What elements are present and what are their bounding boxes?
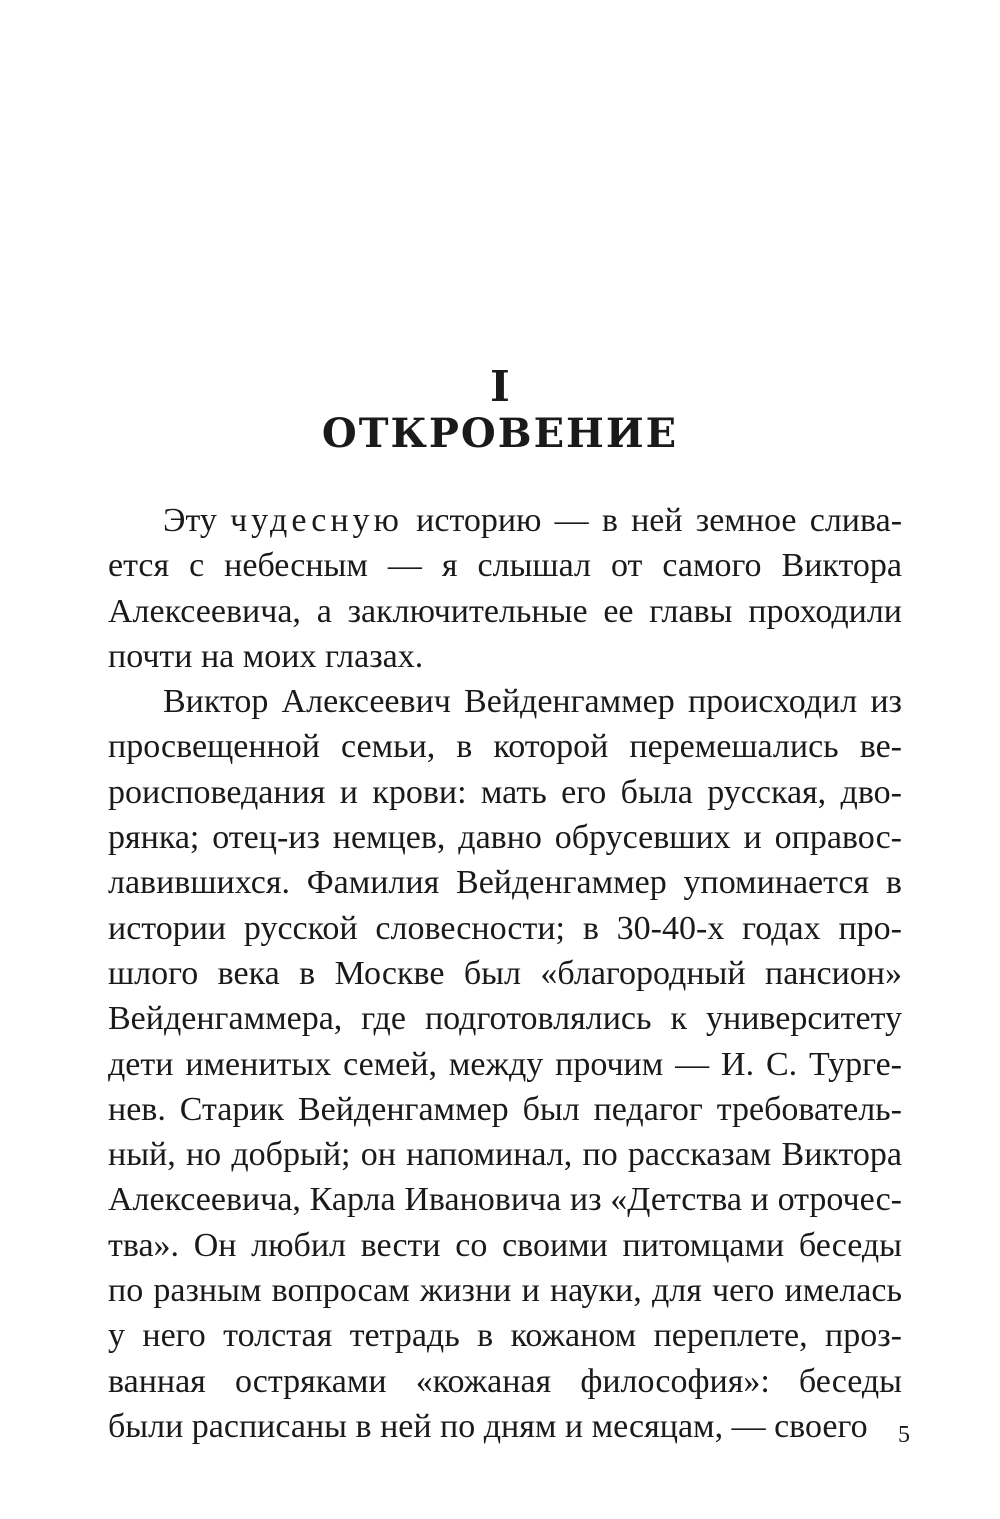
paragraph-1-spaced-word: чудесную bbox=[230, 502, 403, 539]
chapter-title: ОТКРОВЕНИЕ bbox=[321, 410, 679, 457]
paragraph-1-lead: Эту bbox=[163, 502, 217, 539]
paragraph-2: Виктор Алексеевич Вейденгаммер происходил из просвещенной семьи, в которой перемешались вероисповедания и крови: мать его была русская, дворянка; отец-из немцев, давно обрусевших и оправославившихся. Фамилия Вейденгаммер упоминается в истории русской словесности; в 30-40-х годах прошлого века в Москве был «благородный пансион» Вейденгаммера, где подготовлялись к университету дети именитых семей, между прочим — И. С. Тургенев. Старик Вейденгаммер был педагог требовательный, но добрый; он напоминал, по рассказам Виктора Алексеевича, Карла Ивановича из «Детства и отрочества». Он любил вести со своими питомцами беседы по разным вопросам жизни и науки, для чего имелась у него толстая тетрадь в кожаном переплете, прозванная остряками «кожаная философия»: беседы были расписаны в ней по дням и месяцам, — своего bbox=[108, 683, 902, 1445]
chapter-number: I bbox=[490, 362, 510, 411]
body-text bbox=[108, 498, 902, 1449]
paragraph-1-rest: историю — в ней земное сливается с небесным — я слышал от самого Виктора Алексеевича, а заключительные ее главы проходили почти на моих глазах. bbox=[108, 502, 903, 675]
paragraph-1 bbox=[108, 498, 902, 679]
page-number: 5 bbox=[898, 1422, 910, 1448]
